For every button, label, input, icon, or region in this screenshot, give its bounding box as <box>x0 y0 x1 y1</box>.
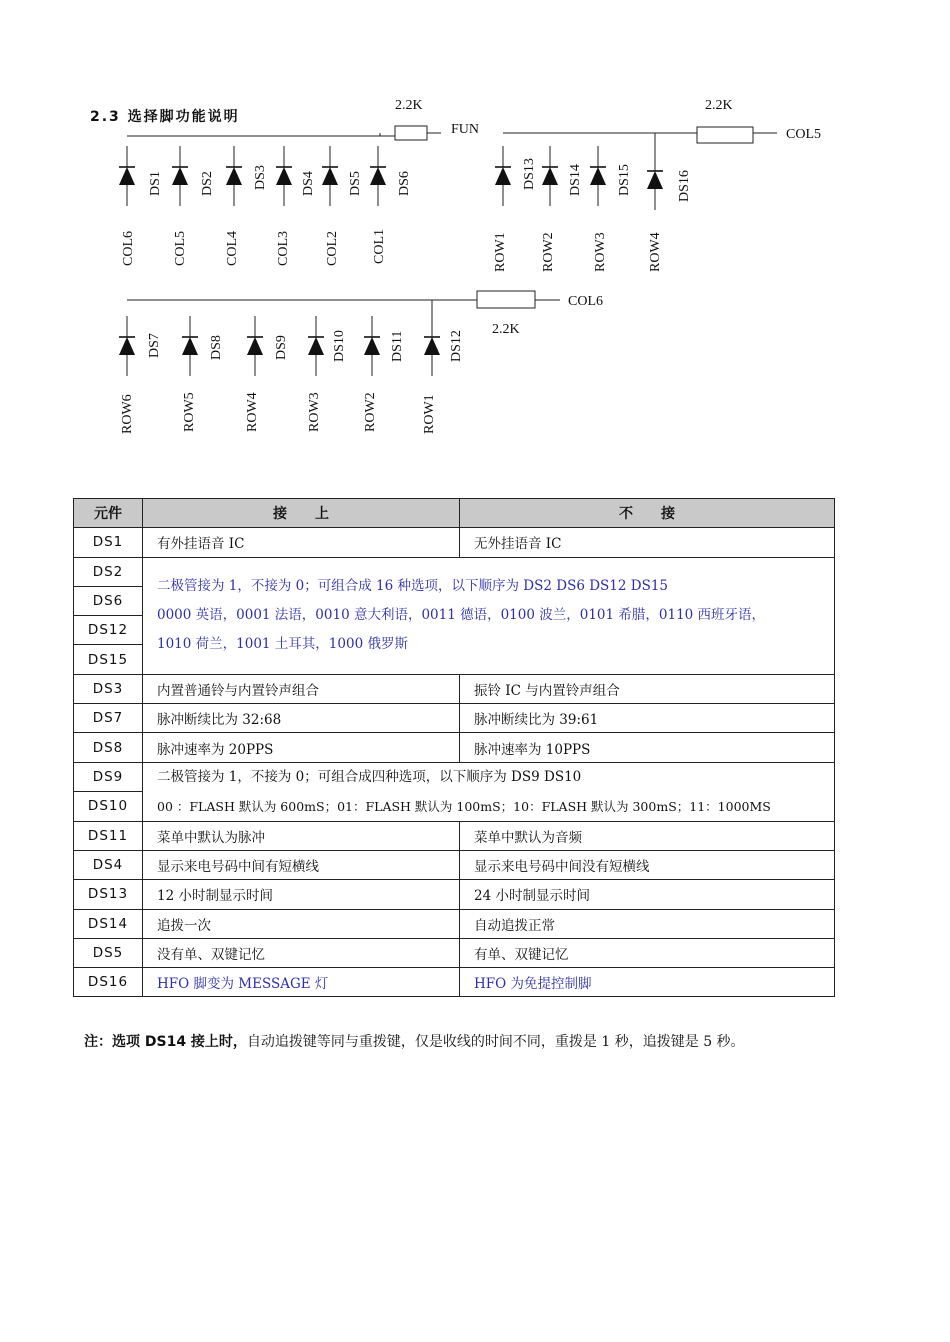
table-row <box>74 762 835 792</box>
language-options-line: 1010 荷兰，1001 土耳其，1000 俄罗斯 <box>157 636 408 653</box>
diode-label-ds16: DS16 <box>677 170 692 202</box>
language-options-line: 二极管接为 1，不接为 0；可组合成 16 种选项，以下顺序为 DS2 DS6 DS12 DS15 <box>157 578 669 595</box>
table-row <box>74 733 835 762</box>
header-connected: 接 上 <box>143 499 460 528</box>
flash-options-line: 二极管接为 1，不接为 0；可组合成四种选项，以下顺序为 DS9 DS10 <box>157 768 582 785</box>
row-component: DS1 <box>74 528 143 557</box>
table-row <box>74 909 835 938</box>
resistor-2-label: 2.2K <box>705 98 733 113</box>
diode-label-ds8: DS8 <box>209 335 224 360</box>
flash-options-cell <box>143 762 835 821</box>
pin-label-row4-b: ROW4 <box>245 392 260 432</box>
diode-label-ds3: DS3 <box>253 165 268 190</box>
row-not-connected: 菜单中默认为音频 <box>460 821 835 850</box>
footnote-bold: 注：选项 DS14 接上时， <box>84 1034 247 1050</box>
table-row <box>74 704 835 733</box>
pin-label-col4: COL4 <box>225 231 240 266</box>
row-connected: 菜单中默认为脉冲 <box>143 821 460 850</box>
table-header-row <box>74 499 835 528</box>
pin-label-row1-b: ROW1 <box>422 394 437 434</box>
row-connected: HFO 脚变为 MESSAGE 灯 <box>143 968 460 997</box>
pin-label-row3: ROW3 <box>593 232 608 272</box>
resistor-3 <box>477 291 535 308</box>
row-connected: 内置普通铃与内置铃声组合 <box>143 674 460 703</box>
table-row <box>74 674 835 703</box>
table-row <box>74 968 835 997</box>
diode-label-ds13: DS13 <box>522 158 537 190</box>
diode-group-1 <box>119 98 479 266</box>
row-connected: 追拨一次 <box>143 909 460 938</box>
header-component: 元件 <box>74 499 143 528</box>
diode-label-ds6: DS6 <box>397 171 412 196</box>
row-not-connected: HFO 为免提控制脚 <box>460 968 835 997</box>
table-row <box>74 850 835 879</box>
row-component: DS9 <box>74 762 143 792</box>
pin-label-row5: ROW5 <box>182 392 197 432</box>
pin-label-col5: COL5 <box>173 231 188 266</box>
language-options-cell <box>143 557 835 674</box>
resistor-1 <box>395 126 427 140</box>
net-label-fun: FUN <box>451 122 480 137</box>
diode-label-ds2: DS2 <box>200 171 215 196</box>
row-not-connected: 脉冲速率为 10PPS <box>460 733 835 762</box>
resistor-3-label: 2.2K <box>492 322 520 337</box>
footnote-text: 自动追拨键等同与重拨键，仅是收线的时间不同，重拨是 1 秒，追拨键是 5 秒。 <box>246 1034 745 1050</box>
table-row <box>74 880 835 909</box>
pin-label-row6: ROW6 <box>120 394 135 434</box>
diode-label-ds7: DS7 <box>147 333 162 358</box>
pin-label-row2: ROW2 <box>541 232 556 272</box>
pin-label-col1: COL1 <box>372 229 387 264</box>
diode-label-ds14: DS14 <box>568 164 583 196</box>
header-not-connected: 不 接 <box>460 499 835 528</box>
row-connected: 脉冲断续比为 32:68 <box>143 704 460 733</box>
row-connected: 脉冲速率为 20PPS <box>143 733 460 762</box>
row-component: DS14 <box>74 909 143 938</box>
row-connected: 有外挂语音 IC <box>143 528 460 557</box>
row-not-connected: 无外挂语音 IC <box>460 528 835 557</box>
pin-label-row3-b: ROW3 <box>307 392 322 432</box>
resistor-2 <box>697 127 753 143</box>
row-not-connected: 自动追拨正常 <box>460 909 835 938</box>
table-row <box>74 557 835 586</box>
table-row <box>74 821 835 850</box>
diode-label-ds5: DS5 <box>348 171 363 196</box>
option-table <box>73 498 835 997</box>
diode-label-ds10: DS10 <box>332 330 347 362</box>
diode-label-ds11: DS11 <box>390 330 405 362</box>
row-component: DS8 <box>74 733 143 762</box>
row-component: DS4 <box>74 850 143 879</box>
pin-label-row2-b: ROW2 <box>363 392 378 432</box>
row-not-connected: 显示来电号码中间没有短横线 <box>460 850 835 879</box>
pin-label-col3: COL3 <box>276 231 291 266</box>
diode-label-ds1: DS1 <box>148 171 163 196</box>
flash-options-line: 00 ：FLASH 默认为 600mS；01：FLASH 默认为 100mS；10：FLASH 默认为 300mS；11：1000MS <box>157 798 771 814</box>
row-component: DS6 <box>74 586 143 615</box>
net-label-col6: COL6 <box>568 294 603 309</box>
diode-group-3 <box>119 291 603 434</box>
row-component: DS2 <box>74 557 143 586</box>
language-options-line: 0000 英语，0001 法语，0010 意大利语，0011 德语，0100 波兰，0101 希腊，0110 西班牙语， <box>157 607 766 624</box>
pin-label-col2: COL2 <box>325 231 340 266</box>
row-not-connected: 脉冲断续比为 39:61 <box>460 704 835 733</box>
row-connected: 没有单、双键记忆 <box>143 938 460 967</box>
resistor-1-label: 2.2K <box>395 98 423 113</box>
diode-label-ds15: DS15 <box>617 164 632 196</box>
row-not-connected: 振铃 IC 与内置铃声组合 <box>460 674 835 703</box>
diode-label-ds4: DS4 <box>301 171 316 196</box>
pin-label-col6: COL6 <box>121 231 136 266</box>
table-row <box>74 528 835 557</box>
section-title: 2.3 选择脚功能说明 <box>90 109 240 125</box>
diode-label-ds12: DS12 <box>449 330 464 362</box>
schematic-diagram <box>0 0 950 470</box>
row-component: DS15 <box>74 645 143 674</box>
net-label-col5: COL5 <box>786 127 821 142</box>
footnote <box>84 1031 745 1051</box>
row-component: DS5 <box>74 938 143 967</box>
pin-label-row4: ROW4 <box>648 232 663 272</box>
row-connected: 显示来电号码中间有短横线 <box>143 850 460 879</box>
diode-group-2 <box>493 98 821 272</box>
diode-label-ds9: DS9 <box>274 335 289 360</box>
row-component: DS7 <box>74 704 143 733</box>
row-component: DS3 <box>74 674 143 703</box>
row-component: DS13 <box>74 880 143 909</box>
row-component: DS10 <box>74 792 143 822</box>
row-not-connected: 有单、双键记忆 <box>460 938 835 967</box>
row-component: DS16 <box>74 968 143 997</box>
pin-label-row1: ROW1 <box>493 232 508 272</box>
row-component: DS12 <box>74 616 143 645</box>
row-connected: 12 小时制显示时间 <box>143 880 460 909</box>
row-not-connected: 24 小时制显示时间 <box>460 880 835 909</box>
row-component: DS11 <box>74 821 143 850</box>
table-row <box>74 938 835 967</box>
